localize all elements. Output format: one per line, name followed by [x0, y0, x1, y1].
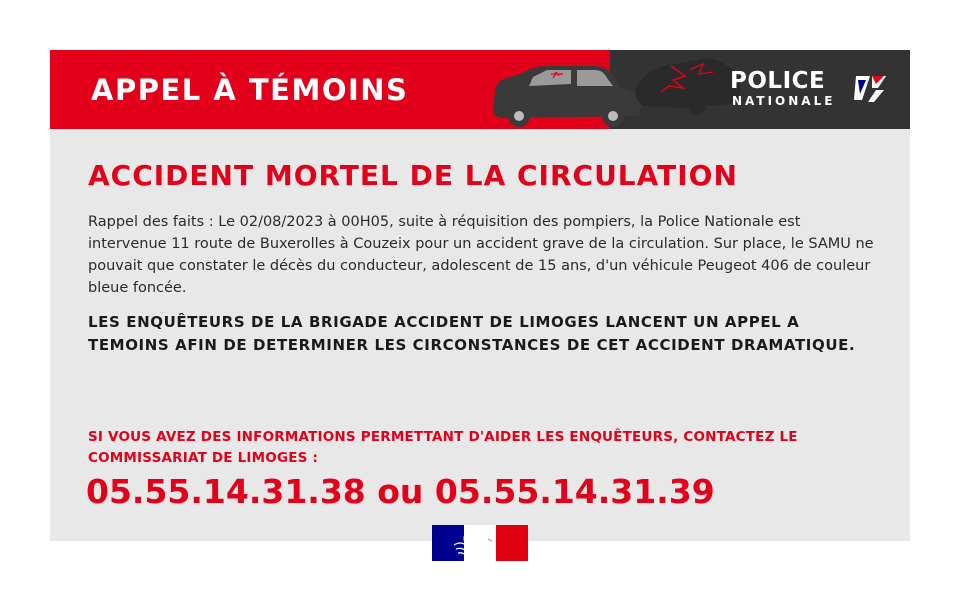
- logo-nationale-text: NATIONALE: [732, 94, 836, 108]
- contact-instructions: SI VOUS AVEZ DES INFORMATIONS PERMETTANT D'AIDER LES ENQUÊTEURS, CONTACTEZ LE COMMISSARIAT DE LIMOGES :: [88, 429, 798, 466]
- header-title: APPEL À TÉMOINS: [91, 73, 409, 107]
- crashed-cars-illustration: [485, 50, 745, 129]
- appeal-card: [50, 50, 910, 541]
- appeal-paragraph: LES ENQUÊTEURS DE LA BRIGADE ACCIDENT DE LIMOGES LANCENT UN APPEL A TEMOINS AFIN DE DETERMINER LES CIRCONSTANCES DE CET ACCIDENT DRAMATIQUE.: [88, 313, 856, 354]
- police-nationale-logo: [730, 68, 900, 114]
- marianne-emblem: [432, 525, 528, 561]
- phone-numbers: 05.55.14.31.38 ou 05.55.14.31.39: [86, 472, 715, 511]
- police-nationale-wing-icon: [852, 72, 888, 104]
- facts-paragraph: Rappel des faits : Le 02/08/2023 à 00H05, suite à réquisition des pompiers, la Police Nationale est intervenue 11 route de Buxerolles à Couzeix pour un accident grave de la circulation. Sur place, le SAMU ne pouvait que constater le décès du conducteur, adolescent de 15 ans, d'un véhicule Peugeot 406 de couleur bleue foncée.: [88, 214, 874, 296]
- marianne-profile-icon: [432, 525, 528, 561]
- headline: ACCIDENT MORTEL DE LA CIRCULATION: [88, 159, 738, 192]
- header-banner: [50, 50, 910, 129]
- logo-police-text: POLICE: [730, 68, 826, 94]
